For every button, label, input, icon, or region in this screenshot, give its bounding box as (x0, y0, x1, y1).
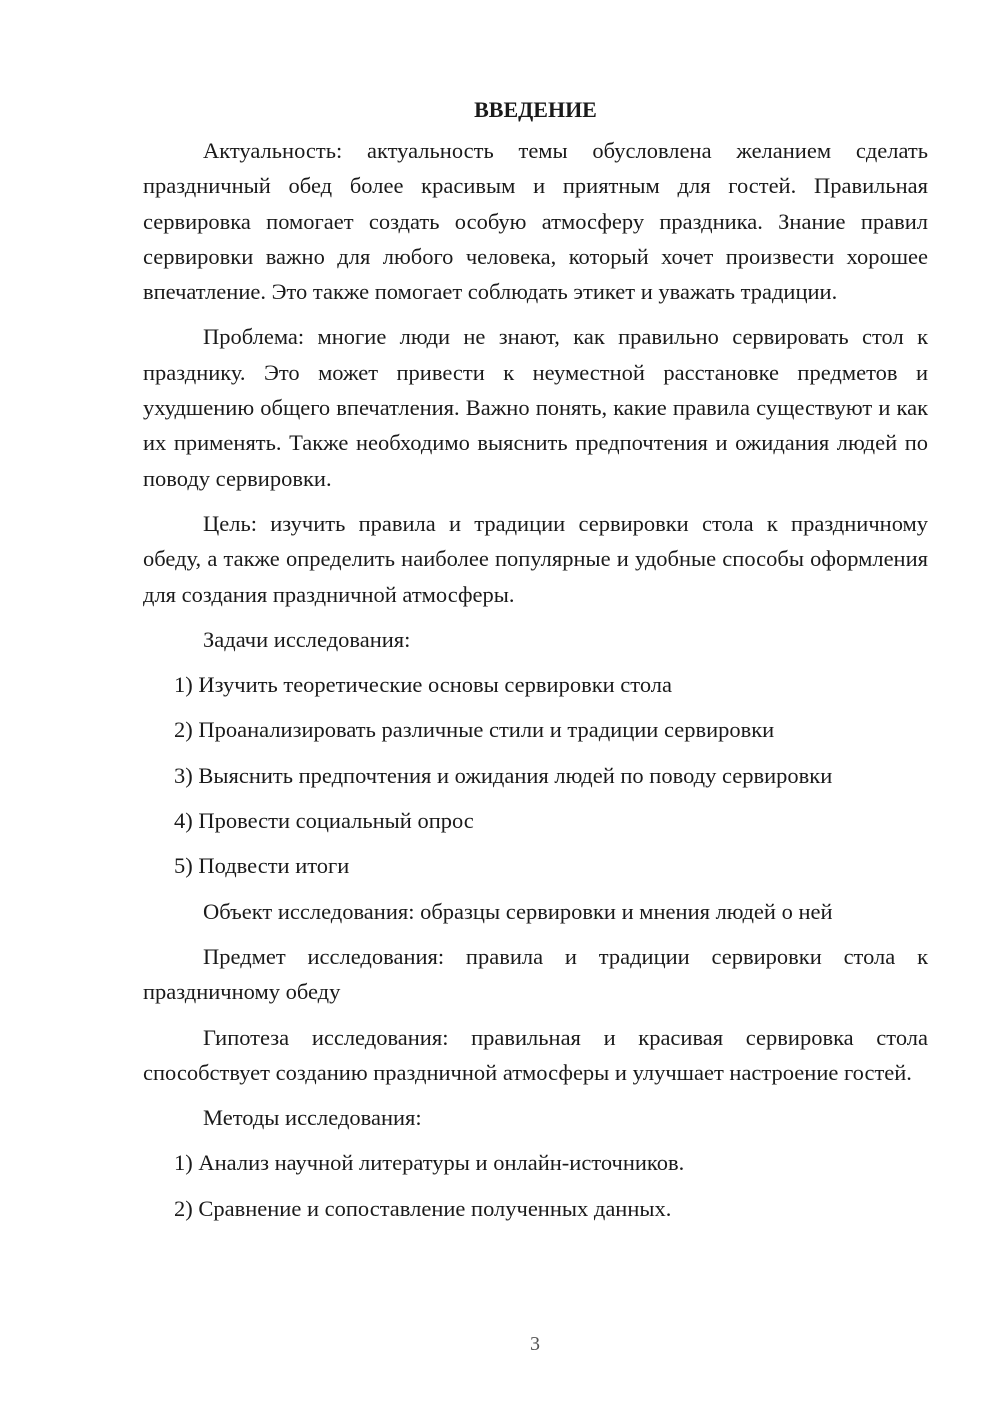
document-page (143, 92, 928, 1236)
relevance-paragraph: Актуальность: актуальность темы обусловлена желанием сделать праздничный обед более красивым и приятным для гостей. Правильная сервировка помогает создать особую атмосферу праздника. Знание правил сервировки важно для любого человека, который хочет произвести хорошее впечатление. Это также помогает соблюдать этикет и уважать традиции. (143, 138, 928, 305)
hypothesis-paragraph: Гипотеза исследования: правильная и красивая сервировка стола способствует созданию праздничной атмосферы и улучшает настроение гостей. (143, 1024, 928, 1085)
list-item: 1) Анализ научной литературы и онлайн-источников. (174, 1150, 685, 1176)
methods-list (143, 1145, 928, 1226)
page-number: 3 (530, 1333, 540, 1355)
list-item: 2) Сравнение и сопоставление полученных данных. (174, 1195, 672, 1221)
problem-paragraph: Проблема: многие люди не знают, как правильно сервировать стол к празднику. Это может привести к неуместной расстановке предметов и ухудшению общего впечатления. Важно понять, какие правила существуют и как их применять. Также необходимо выяснить предпочтения и ожидания людей по поводу сервировки. (143, 324, 928, 491)
subject-paragraph: Предмет исследования: правила и традиции сервировки стола к праздничному обеду (143, 943, 928, 1005)
tasks-heading: Задачи исследования: (203, 626, 411, 652)
goal-paragraph: Цель: изучить правила и традиции сервировки стола к праздничному обеду, а также определить наиболее популярные и удобные способы оформления для создания праздничной атмосферы. (143, 510, 928, 607)
list-item: 3) Выяснить предпочтения и ожидания людей по поводу сервировки (174, 762, 833, 788)
tasks-list (143, 667, 928, 883)
section-title: ВВЕДЕНИЕ (474, 97, 597, 122)
object-paragraph: Объект исследования: образцы сервировки и мнения людей о ней (203, 898, 833, 924)
list-item: 1) Изучить теоретические основы сервировки стола (174, 672, 672, 698)
list-item: 5) Подвести итоги (174, 853, 350, 879)
list-item: 2) Проанализировать различные стили и традиции сервировки (174, 717, 775, 743)
methods-heading: Методы исследования: (203, 1105, 422, 1131)
list-item: 4) Провести социальный опрос (174, 808, 474, 834)
